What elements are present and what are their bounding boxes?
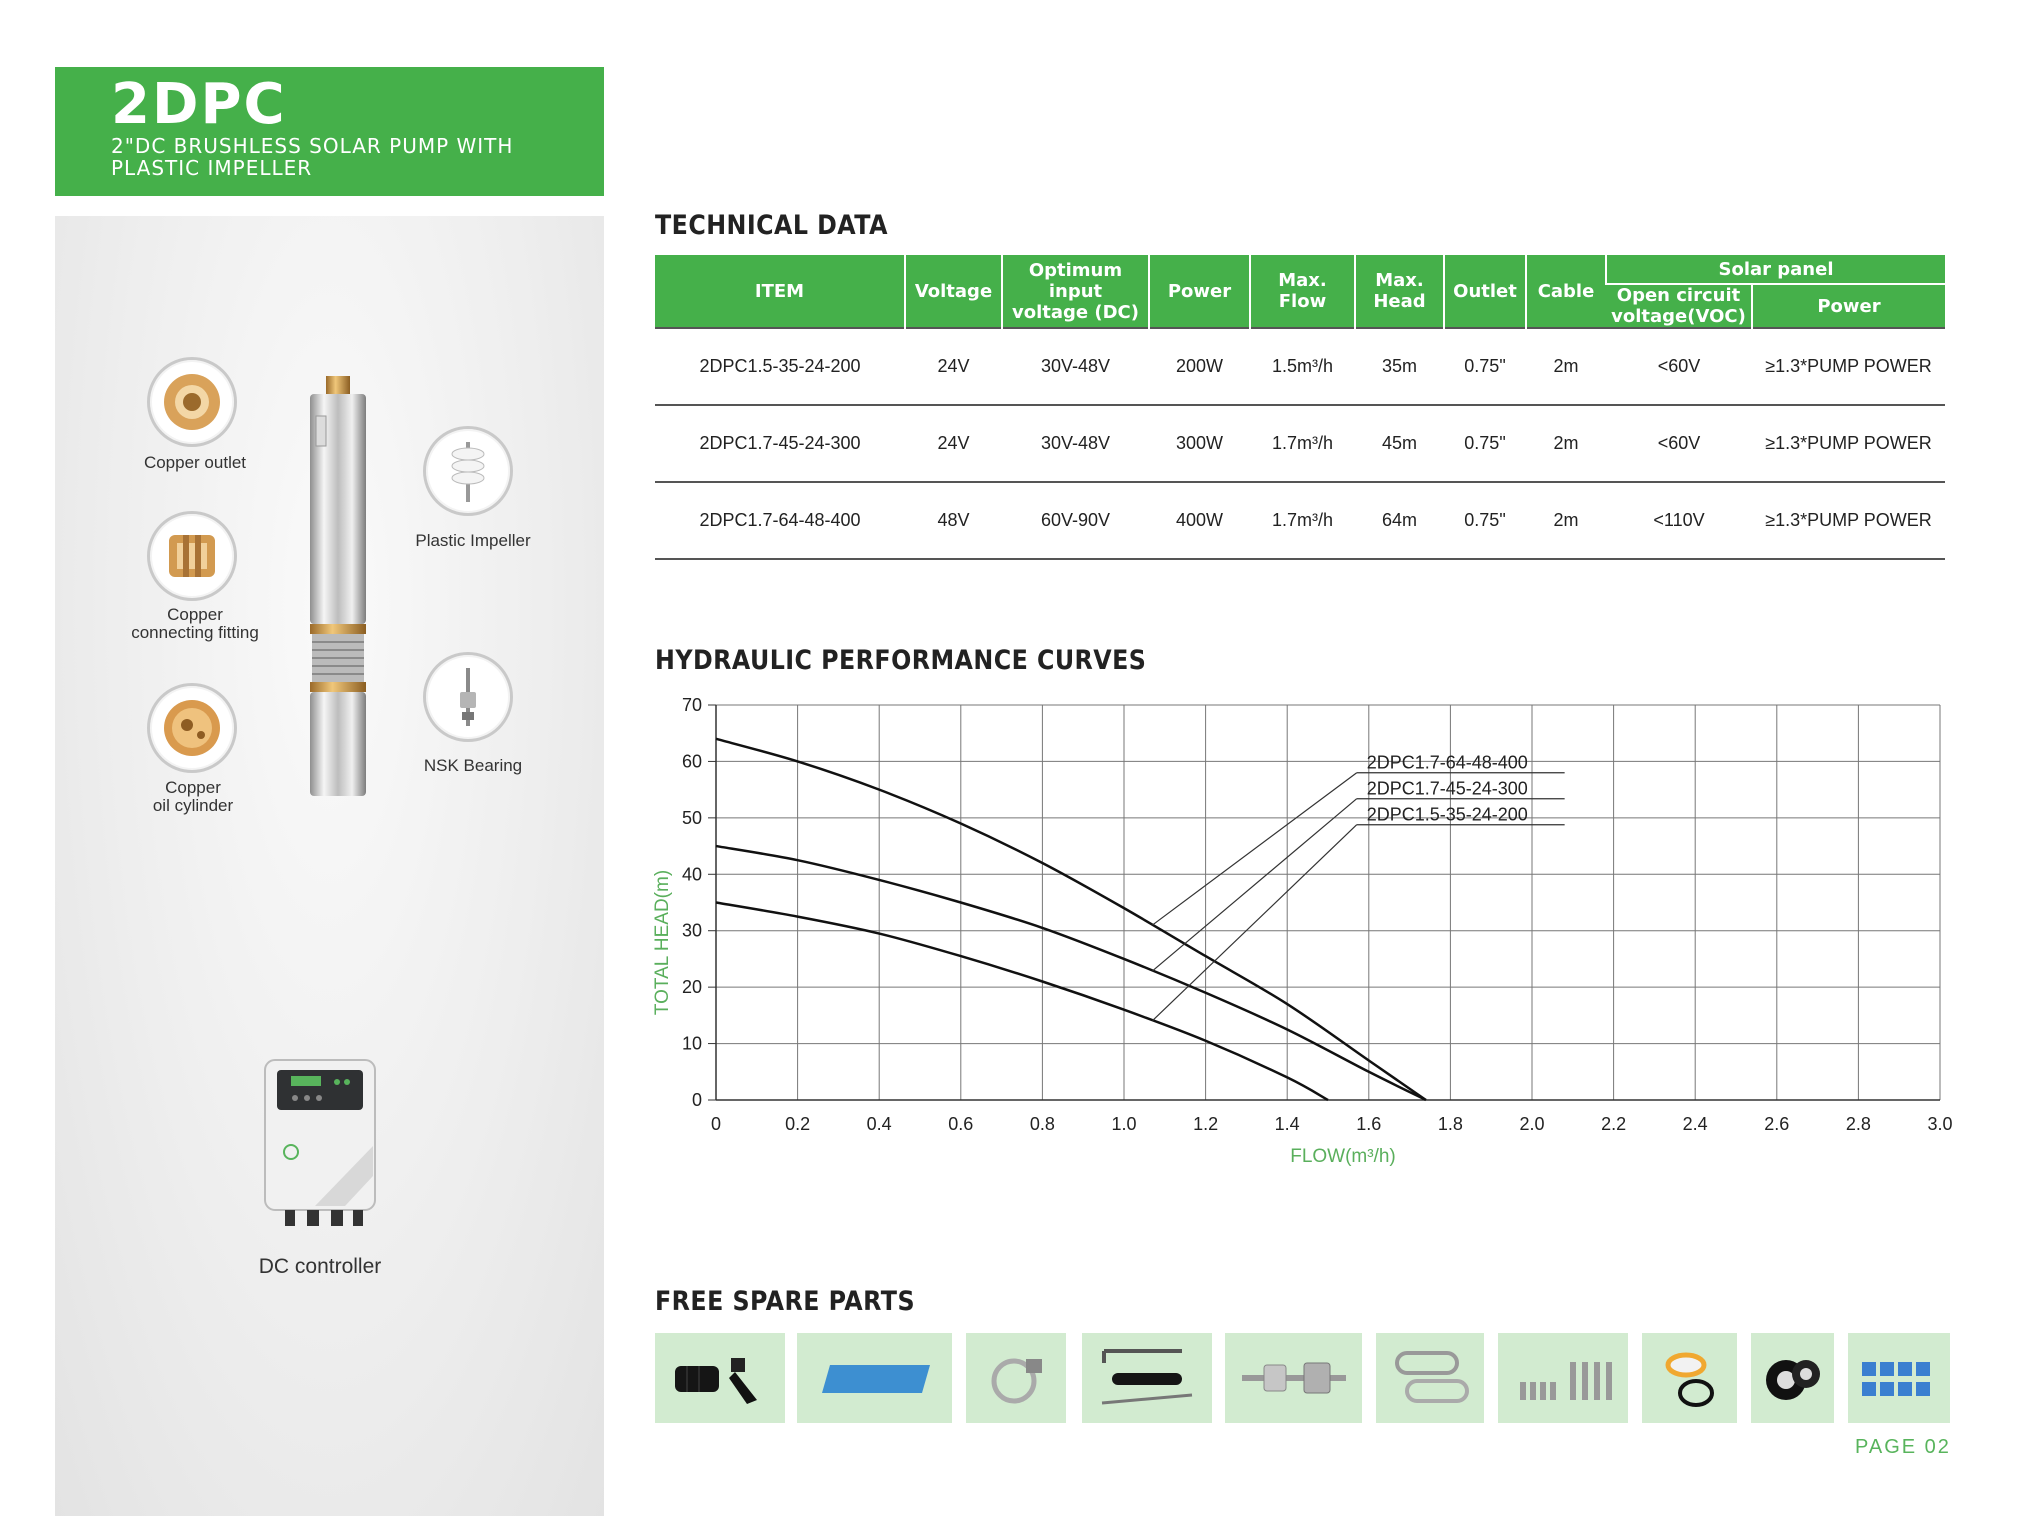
wire-connector-icon <box>1854 1348 1944 1408</box>
carabiner-icon <box>1385 1343 1475 1413</box>
cell-power: 400W <box>1149 482 1250 559</box>
col-max-head-line1: Max. <box>1375 270 1424 291</box>
y-tick-label: 20 <box>681 977 702 998</box>
technical-data-title: TECHNICAL DATA <box>655 210 888 241</box>
col-voc <box>1606 284 1752 328</box>
copper-outlet-label: Copper outlet <box>143 453 247 472</box>
y-axis-label: TOTAL HEAD(m) <box>652 869 673 1016</box>
table-row <box>655 405 1945 482</box>
bolt-set-icon <box>1508 1348 1618 1408</box>
copper-fitting-label-line1: Copper <box>167 605 223 624</box>
cell-cable: 2m <box>1526 482 1606 559</box>
spare-parts-title: FREE SPARE PARTS <box>655 1286 916 1317</box>
spare-part-heat-shrink <box>797 1333 952 1423</box>
x-tick-label: 2.4 <box>1682 1114 1708 1134</box>
y-tick-label: 40 <box>681 864 702 885</box>
x-axis-label: FLOW(m³/h) <box>1290 1146 1396 1167</box>
legend-leader-line <box>1153 799 1357 971</box>
col-outlet: Outlet <box>1444 255 1526 328</box>
copper-outlet-image <box>147 357 237 447</box>
cell-cable: 2m <box>1526 328 1606 405</box>
cell-flow: 1.7m³/h <box>1250 405 1355 482</box>
cell-head: 64m <box>1355 482 1444 559</box>
col-power: Power <box>1149 255 1250 328</box>
cell-voltage: 24V <box>905 405 1002 482</box>
col-max-head <box>1355 255 1444 328</box>
x-tick-label: 2.2 <box>1601 1114 1627 1134</box>
legend-leader-line <box>1153 825 1357 1021</box>
col-max-flow <box>1250 255 1355 328</box>
x-tick-label: 2.6 <box>1764 1114 1790 1134</box>
product-panel <box>55 216 604 1516</box>
x-tick-label: 0.2 <box>785 1114 811 1134</box>
y-tick-label: 60 <box>681 751 702 772</box>
col-optimum-voltage <box>1002 255 1149 328</box>
table-row <box>655 482 1945 559</box>
spare-part-hose-clamp <box>966 1333 1066 1423</box>
spare-part-sealing-tape <box>1642 1333 1737 1423</box>
sealing-tape-icon <box>1650 1343 1730 1413</box>
cell-flow: 1.5m³/h <box>1250 328 1355 405</box>
cell-power: 300W <box>1149 405 1250 482</box>
cell-optimum: 30V-48V <box>1002 405 1149 482</box>
spare-part-connectors <box>1848 1333 1950 1423</box>
y-tick-label: 10 <box>681 1033 702 1054</box>
cell-item: 2DPC1.7-45-24-300 <box>655 405 905 482</box>
cell-item: 2DPC1.5-35-24-200 <box>655 328 905 405</box>
dc-controller-image <box>255 1056 385 1236</box>
x-tick-label: 0.4 <box>866 1114 892 1134</box>
x-tick-label: 1.2 <box>1193 1114 1219 1134</box>
spare-part-insulation-tape <box>1751 1333 1834 1423</box>
col-max-flow-line2: Flow <box>1278 291 1327 312</box>
x-tick-label: 2.8 <box>1845 1114 1871 1134</box>
x-tick-label: 1.8 <box>1437 1114 1463 1134</box>
heat-shrink-tube-icon <box>810 1353 940 1403</box>
y-tick-label: 70 <box>681 695 702 715</box>
legend-label: 2DPC1.7-45-24-300 <box>1366 778 1528 799</box>
col-cable: Cable <box>1526 255 1606 328</box>
cell-voc: <60V <box>1606 328 1752 405</box>
cell-head: 45m <box>1355 405 1444 482</box>
copper-fitting-image <box>147 511 237 601</box>
curve-2DPC1.7-45-24-300 <box>716 846 1426 1100</box>
wrench-icon <box>1092 1343 1202 1413</box>
copper-cylinder-label <box>113 779 273 815</box>
copper-fitting-label-line2: connecting fitting <box>131 623 259 642</box>
y-tick-label: 0 <box>691 1090 702 1110</box>
col-max-head-line2: Head <box>1373 291 1426 312</box>
model-title: 2DPC <box>111 72 287 137</box>
spare-part-coupling <box>1225 1333 1362 1423</box>
hose-clamp-icon <box>976 1343 1056 1413</box>
nsk-bearing-image <box>423 652 513 742</box>
x-tick-label: 1.0 <box>1111 1114 1137 1134</box>
cell-voc: <60V <box>1606 405 1752 482</box>
copper-cylinder-label-line1: Copper <box>165 778 221 797</box>
legend-label: 2DPC1.7-64-48-400 <box>1366 752 1528 773</box>
technical-data-table <box>655 255 1945 560</box>
x-tick-label: 0.6 <box>948 1114 974 1134</box>
col-voc-line1: Open circuit <box>1616 285 1741 306</box>
x-tick-label: 3.0 <box>1927 1114 1953 1134</box>
insulation-tape-icon <box>1758 1348 1828 1408</box>
x-tick-label: 2.0 <box>1519 1114 1545 1134</box>
cell-panel-power: ≥1.3*PUMP POWER <box>1752 328 1945 405</box>
col-solar-panel: Solar panel <box>1606 255 1945 284</box>
spare-part-wrench <box>1082 1333 1212 1423</box>
spare-part-rubber-sleeves <box>655 1333 785 1423</box>
col-max-flow-line1: Max. <box>1278 270 1327 291</box>
spare-part-bolts <box>1498 1333 1628 1423</box>
copper-cylinder-image <box>147 683 237 773</box>
cell-panel-power: ≥1.3*PUMP POWER <box>1752 482 1945 559</box>
cell-flow: 1.7m³/h <box>1250 482 1355 559</box>
x-tick-label: 1.4 <box>1274 1114 1300 1134</box>
col-panel-power: Power <box>1752 284 1945 328</box>
col-voc-line2: voltage(VOC) <box>1611 306 1746 327</box>
col-optimum-line2: voltage (DC) <box>1012 301 1139 323</box>
copper-fitting-label <box>115 606 275 642</box>
performance-chart <box>640 690 1970 1180</box>
cell-cable: 2m <box>1526 405 1606 482</box>
cell-power: 200W <box>1149 328 1250 405</box>
page-number: PAGE 02 <box>1855 1436 1951 1458</box>
col-item: ITEM <box>655 255 905 328</box>
cell-outlet: 0.75" <box>1444 405 1526 482</box>
x-tick-label: 1.6 <box>1356 1114 1382 1134</box>
legend-label: 2DPC1.5-35-24-200 <box>1366 804 1528 825</box>
cell-panel-power: ≥1.3*PUMP POWER <box>1752 405 1945 482</box>
pump-image <box>300 376 375 801</box>
cell-voc: <110V <box>1606 482 1752 559</box>
y-tick-label: 30 <box>681 920 702 941</box>
cell-item: 2DPC1.7-64-48-400 <box>655 482 905 559</box>
product-header <box>55 67 604 196</box>
copper-cylinder-label-line2: oil cylinder <box>152 796 234 815</box>
table-row <box>655 328 1945 405</box>
x-tick-label: 0.8 <box>1029 1114 1055 1134</box>
col-voltage: Voltage <box>905 255 1002 328</box>
col-optimum-line1: Optimum input <box>1028 259 1123 302</box>
shaft-coupling-icon <box>1234 1353 1354 1403</box>
cell-voltage: 48V <box>905 482 1002 559</box>
nsk-bearing-label: NSK Bearing <box>423 756 523 775</box>
cell-outlet: 0.75" <box>1444 482 1526 559</box>
dc-controller-label: DC controller <box>258 1255 382 1278</box>
plastic-impeller-label: Plastic Impeller <box>415 531 531 550</box>
cell-voltage: 24V <box>905 328 1002 405</box>
cell-head: 35m <box>1355 328 1444 405</box>
curves-title: HYDRAULIC PERFORMANCE CURVES <box>655 645 1147 676</box>
cell-optimum: 30V-48V <box>1002 328 1149 405</box>
legend-leader-line <box>1153 773 1357 925</box>
y-tick-label: 50 <box>681 807 702 828</box>
cell-optimum: 60V-90V <box>1002 482 1149 559</box>
x-tick-label: 0 <box>710 1114 722 1134</box>
cell-outlet: 0.75" <box>1444 328 1526 405</box>
model-subtitle: 2"DC BRUSHLESS SOLAR PUMP WITH PLASTIC IMPELLER <box>111 134 514 180</box>
plastic-impeller-image <box>423 426 513 516</box>
rubber-sleeve-icon <box>665 1348 775 1408</box>
curve-2DPC1.5-35-24-200 <box>716 903 1328 1101</box>
spare-part-carabiners <box>1376 1333 1484 1423</box>
